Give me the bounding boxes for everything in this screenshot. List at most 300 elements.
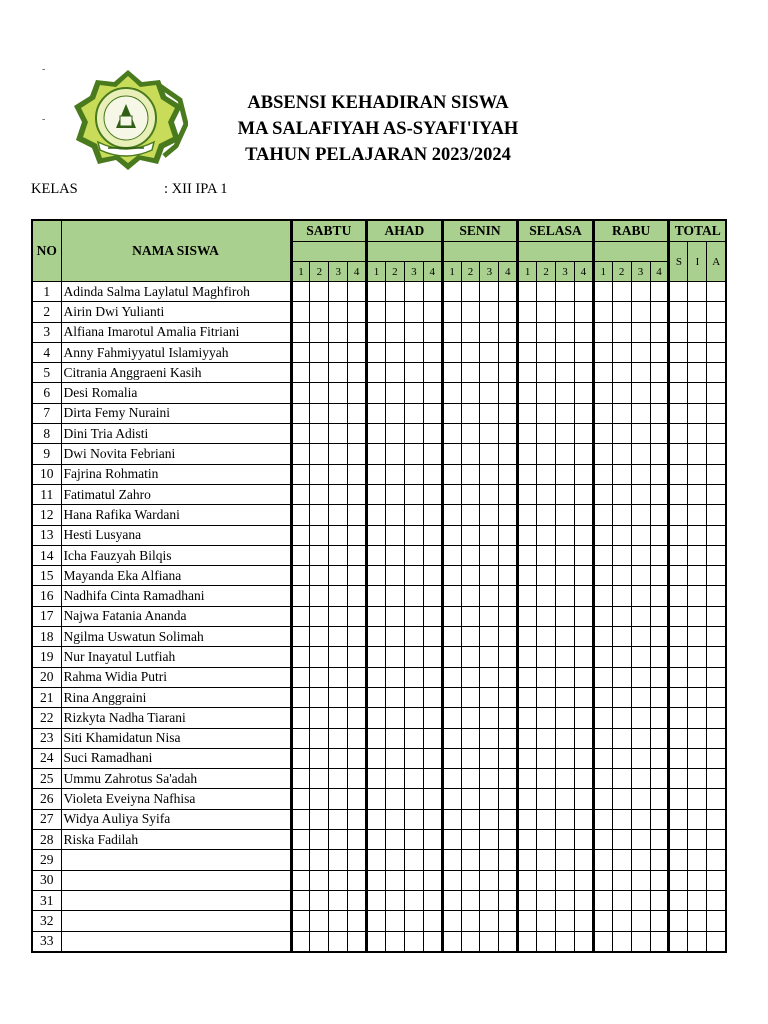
attendance-cell[interactable] [348,302,367,322]
attendance-cell[interactable] [442,911,461,931]
total-cell[interactable] [707,282,726,302]
attendance-cell[interactable] [291,606,310,626]
attendance-cell[interactable] [329,769,348,789]
attendance-cell[interactable] [348,403,367,423]
total-cell[interactable] [669,911,688,931]
attendance-cell[interactable] [574,342,593,362]
attendance-cell[interactable] [518,667,537,687]
attendance-cell[interactable] [423,809,442,829]
attendance-cell[interactable] [499,424,518,444]
attendance-cell[interactable] [650,870,669,890]
attendance-cell[interactable] [650,830,669,850]
attendance-cell[interactable] [348,687,367,707]
attendance-cell[interactable] [367,363,386,383]
attendance-cell[interactable] [499,890,518,910]
attendance-cell[interactable] [537,322,556,342]
attendance-cell[interactable] [480,789,499,809]
attendance-cell[interactable] [574,890,593,910]
attendance-cell[interactable] [537,748,556,768]
total-cell[interactable] [669,789,688,809]
total-cell[interactable] [688,931,707,952]
attendance-cell[interactable] [499,282,518,302]
attendance-cell[interactable] [593,363,612,383]
attendance-cell[interactable] [385,870,404,890]
attendance-cell[interactable] [348,870,367,890]
total-cell[interactable] [707,789,726,809]
total-cell[interactable] [669,282,688,302]
attendance-cell[interactable] [631,545,650,565]
attendance-cell[interactable] [329,586,348,606]
attendance-cell[interactable] [423,363,442,383]
attendance-cell[interactable] [480,890,499,910]
attendance-cell[interactable] [631,931,650,952]
attendance-cell[interactable] [537,911,556,931]
attendance-cell[interactable] [385,363,404,383]
attendance-cell[interactable] [480,850,499,870]
attendance-cell[interactable] [499,342,518,362]
attendance-cell[interactable] [631,647,650,667]
attendance-cell[interactable] [367,687,386,707]
attendance-cell[interactable] [442,748,461,768]
attendance-cell[interactable] [367,769,386,789]
attendance-cell[interactable] [461,627,480,647]
attendance-cell[interactable] [329,363,348,383]
attendance-cell[interactable] [556,606,575,626]
attendance-cell[interactable] [650,606,669,626]
attendance-cell[interactable] [461,363,480,383]
attendance-cell[interactable] [367,627,386,647]
attendance-cell[interactable] [367,748,386,768]
total-cell[interactable] [688,586,707,606]
attendance-cell[interactable] [442,627,461,647]
attendance-cell[interactable] [537,444,556,464]
total-cell[interactable] [707,870,726,890]
attendance-cell[interactable] [556,444,575,464]
attendance-cell[interactable] [631,708,650,728]
attendance-cell[interactable] [423,627,442,647]
attendance-cell[interactable] [593,667,612,687]
total-cell[interactable] [688,464,707,484]
total-cell[interactable] [669,424,688,444]
attendance-cell[interactable] [574,728,593,748]
attendance-cell[interactable] [291,322,310,342]
attendance-cell[interactable] [593,302,612,322]
attendance-cell[interactable] [442,647,461,667]
attendance-cell[interactable] [518,282,537,302]
attendance-cell[interactable] [423,545,442,565]
attendance-cell[interactable] [556,911,575,931]
total-cell[interactable] [669,302,688,322]
attendance-cell[interactable] [631,342,650,362]
attendance-cell[interactable] [329,322,348,342]
attendance-cell[interactable] [461,545,480,565]
attendance-cell[interactable] [537,809,556,829]
attendance-cell[interactable] [291,403,310,423]
attendance-cell[interactable] [650,363,669,383]
attendance-cell[interactable] [612,870,631,890]
attendance-cell[interactable] [631,769,650,789]
attendance-cell[interactable] [650,566,669,586]
total-cell[interactable] [707,931,726,952]
total-cell[interactable] [707,728,726,748]
attendance-cell[interactable] [650,890,669,910]
attendance-cell[interactable] [329,728,348,748]
attendance-cell[interactable] [612,687,631,707]
attendance-cell[interactable] [650,789,669,809]
attendance-cell[interactable] [480,911,499,931]
attendance-cell[interactable] [537,586,556,606]
attendance-cell[interactable] [537,282,556,302]
attendance-cell[interactable] [291,444,310,464]
attendance-cell[interactable] [574,830,593,850]
attendance-cell[interactable] [442,667,461,687]
attendance-cell[interactable] [404,545,423,565]
attendance-cell[interactable] [499,870,518,890]
attendance-cell[interactable] [593,322,612,342]
attendance-cell[interactable] [556,566,575,586]
attendance-cell[interactable] [404,444,423,464]
attendance-cell[interactable] [480,830,499,850]
attendance-cell[interactable] [291,363,310,383]
attendance-cell[interactable] [461,890,480,910]
attendance-cell[interactable] [631,424,650,444]
attendance-cell[interactable] [423,708,442,728]
attendance-cell[interactable] [442,424,461,444]
attendance-cell[interactable] [367,525,386,545]
attendance-cell[interactable] [612,647,631,667]
attendance-cell[interactable] [612,911,631,931]
attendance-cell[interactable] [348,566,367,586]
attendance-cell[interactable] [348,586,367,606]
total-cell[interactable] [669,830,688,850]
attendance-cell[interactable] [612,525,631,545]
attendance-cell[interactable] [442,383,461,403]
attendance-cell[interactable] [367,830,386,850]
attendance-cell[interactable] [329,403,348,423]
attendance-cell[interactable] [593,809,612,829]
attendance-cell[interactable] [442,566,461,586]
total-cell[interactable] [688,444,707,464]
attendance-cell[interactable] [537,302,556,322]
attendance-cell[interactable] [461,566,480,586]
attendance-cell[interactable] [442,342,461,362]
attendance-cell[interactable] [310,728,329,748]
attendance-cell[interactable] [574,464,593,484]
attendance-cell[interactable] [423,890,442,910]
attendance-cell[interactable] [518,464,537,484]
attendance-cell[interactable] [650,586,669,606]
attendance-cell[interactable] [367,444,386,464]
total-cell[interactable] [707,627,726,647]
attendance-cell[interactable] [574,403,593,423]
attendance-cell[interactable] [650,687,669,707]
attendance-cell[interactable] [499,911,518,931]
attendance-cell[interactable] [537,464,556,484]
attendance-cell[interactable] [556,322,575,342]
attendance-cell[interactable] [329,870,348,890]
total-cell[interactable] [688,769,707,789]
attendance-cell[interactable] [423,769,442,789]
attendance-cell[interactable] [650,931,669,952]
attendance-cell[interactable] [480,809,499,829]
attendance-cell[interactable] [348,627,367,647]
attendance-cell[interactable] [556,363,575,383]
attendance-cell[interactable] [442,789,461,809]
attendance-cell[interactable] [404,363,423,383]
attendance-cell[interactable] [404,282,423,302]
attendance-cell[interactable] [404,687,423,707]
attendance-cell[interactable] [480,627,499,647]
total-cell[interactable] [669,606,688,626]
attendance-cell[interactable] [461,282,480,302]
attendance-cell[interactable] [404,322,423,342]
attendance-cell[interactable] [310,789,329,809]
total-cell[interactable] [707,464,726,484]
attendance-cell[interactable] [461,830,480,850]
attendance-cell[interactable] [310,627,329,647]
attendance-cell[interactable] [650,809,669,829]
total-cell[interactable] [688,383,707,403]
attendance-cell[interactable] [574,789,593,809]
attendance-cell[interactable] [310,403,329,423]
attendance-cell[interactable] [423,870,442,890]
total-cell[interactable] [707,809,726,829]
attendance-cell[interactable] [291,748,310,768]
attendance-cell[interactable] [461,302,480,322]
attendance-cell[interactable] [367,586,386,606]
attendance-cell[interactable] [461,383,480,403]
attendance-cell[interactable] [537,830,556,850]
attendance-cell[interactable] [612,505,631,525]
attendance-cell[interactable] [518,363,537,383]
attendance-cell[interactable] [329,890,348,910]
attendance-cell[interactable] [385,586,404,606]
attendance-cell[interactable] [423,687,442,707]
attendance-cell[interactable] [291,525,310,545]
total-cell[interactable] [707,545,726,565]
attendance-cell[interactable] [404,870,423,890]
attendance-cell[interactable] [385,525,404,545]
attendance-cell[interactable] [499,586,518,606]
attendance-cell[interactable] [385,282,404,302]
attendance-cell[interactable] [650,911,669,931]
attendance-cell[interactable] [650,850,669,870]
attendance-cell[interactable] [499,302,518,322]
attendance-cell[interactable] [385,484,404,504]
attendance-cell[interactable] [537,931,556,952]
attendance-cell[interactable] [480,586,499,606]
attendance-cell[interactable] [593,342,612,362]
attendance-cell[interactable] [461,728,480,748]
attendance-cell[interactable] [593,627,612,647]
attendance-cell[interactable] [499,931,518,952]
attendance-cell[interactable] [518,444,537,464]
attendance-cell[interactable] [650,282,669,302]
total-cell[interactable] [688,363,707,383]
attendance-cell[interactable] [593,830,612,850]
attendance-cell[interactable] [291,647,310,667]
attendance-cell[interactable] [574,647,593,667]
attendance-cell[interactable] [480,769,499,789]
attendance-cell[interactable] [574,525,593,545]
attendance-cell[interactable] [518,424,537,444]
attendance-cell[interactable] [385,667,404,687]
attendance-cell[interactable] [518,342,537,362]
attendance-cell[interactable] [518,687,537,707]
attendance-cell[interactable] [367,282,386,302]
attendance-cell[interactable] [461,911,480,931]
total-cell[interactable] [707,911,726,931]
attendance-cell[interactable] [329,505,348,525]
attendance-cell[interactable] [518,748,537,768]
attendance-cell[interactable] [461,789,480,809]
attendance-cell[interactable] [574,505,593,525]
attendance-cell[interactable] [556,809,575,829]
attendance-cell[interactable] [291,484,310,504]
attendance-cell[interactable] [537,383,556,403]
attendance-cell[interactable] [631,282,650,302]
attendance-cell[interactable] [348,728,367,748]
attendance-cell[interactable] [291,424,310,444]
attendance-cell[interactable] [385,322,404,342]
attendance-cell[interactable] [650,748,669,768]
total-cell[interactable] [669,687,688,707]
attendance-cell[interactable] [329,748,348,768]
attendance-cell[interactable] [367,424,386,444]
total-cell[interactable] [707,444,726,464]
attendance-cell[interactable] [404,566,423,586]
attendance-cell[interactable] [423,484,442,504]
attendance-cell[interactable] [442,444,461,464]
attendance-cell[interactable] [612,809,631,829]
attendance-cell[interactable] [480,525,499,545]
attendance-cell[interactable] [442,830,461,850]
attendance-cell[interactable] [650,667,669,687]
total-cell[interactable] [707,850,726,870]
attendance-cell[interactable] [499,464,518,484]
attendance-cell[interactable] [556,850,575,870]
attendance-cell[interactable] [385,505,404,525]
attendance-cell[interactable] [537,647,556,667]
attendance-cell[interactable] [329,545,348,565]
attendance-cell[interactable] [480,424,499,444]
attendance-cell[interactable] [537,687,556,707]
attendance-cell[interactable] [423,606,442,626]
attendance-cell[interactable] [461,403,480,423]
attendance-cell[interactable] [650,525,669,545]
attendance-cell[interactable] [574,545,593,565]
attendance-cell[interactable] [329,566,348,586]
attendance-cell[interactable] [593,911,612,931]
attendance-cell[interactable] [385,789,404,809]
attendance-cell[interactable] [518,789,537,809]
attendance-cell[interactable] [556,769,575,789]
attendance-cell[interactable] [310,322,329,342]
attendance-cell[interactable] [423,282,442,302]
attendance-cell[interactable] [291,505,310,525]
attendance-cell[interactable] [631,586,650,606]
attendance-cell[interactable] [404,890,423,910]
total-cell[interactable] [688,708,707,728]
attendance-cell[interactable] [537,708,556,728]
attendance-cell[interactable] [650,647,669,667]
attendance-cell[interactable] [385,769,404,789]
attendance-cell[interactable] [631,809,650,829]
attendance-cell[interactable] [480,363,499,383]
attendance-cell[interactable] [367,809,386,829]
attendance-cell[interactable] [593,890,612,910]
attendance-cell[interactable] [291,911,310,931]
attendance-cell[interactable] [367,931,386,952]
total-cell[interactable] [669,870,688,890]
attendance-cell[interactable] [593,525,612,545]
attendance-cell[interactable] [480,545,499,565]
attendance-cell[interactable] [612,282,631,302]
attendance-cell[interactable] [518,566,537,586]
attendance-cell[interactable] [404,464,423,484]
attendance-cell[interactable] [310,282,329,302]
attendance-cell[interactable] [385,342,404,362]
attendance-cell[interactable] [461,931,480,952]
attendance-cell[interactable] [348,363,367,383]
attendance-cell[interactable] [612,708,631,728]
attendance-cell[interactable] [480,322,499,342]
total-cell[interactable] [669,708,688,728]
attendance-cell[interactable] [499,525,518,545]
attendance-cell[interactable] [423,505,442,525]
attendance-cell[interactable] [423,403,442,423]
attendance-cell[interactable] [593,282,612,302]
attendance-cell[interactable] [518,870,537,890]
attendance-cell[interactable] [574,383,593,403]
attendance-cell[interactable] [631,667,650,687]
attendance-cell[interactable] [423,586,442,606]
attendance-cell[interactable] [310,545,329,565]
attendance-cell[interactable] [291,566,310,586]
attendance-cell[interactable] [631,464,650,484]
attendance-cell[interactable] [650,424,669,444]
attendance-cell[interactable] [480,667,499,687]
total-cell[interactable] [688,789,707,809]
attendance-cell[interactable] [537,890,556,910]
total-cell[interactable] [688,667,707,687]
attendance-cell[interactable] [574,302,593,322]
total-cell[interactable] [688,830,707,850]
total-cell[interactable] [688,403,707,423]
total-cell[interactable] [688,484,707,504]
attendance-cell[interactable] [348,850,367,870]
attendance-cell[interactable] [556,789,575,809]
attendance-cell[interactable] [556,424,575,444]
attendance-cell[interactable] [556,708,575,728]
attendance-cell[interactable] [442,505,461,525]
attendance-cell[interactable] [310,911,329,931]
total-cell[interactable] [707,525,726,545]
attendance-cell[interactable] [537,566,556,586]
attendance-cell[interactable] [612,342,631,362]
attendance-cell[interactable] [310,606,329,626]
attendance-cell[interactable] [631,566,650,586]
attendance-cell[interactable] [461,850,480,870]
attendance-cell[interactable] [574,627,593,647]
attendance-cell[interactable] [631,484,650,504]
attendance-cell[interactable] [310,444,329,464]
attendance-cell[interactable] [442,850,461,870]
attendance-cell[interactable] [499,728,518,748]
attendance-cell[interactable] [329,606,348,626]
attendance-cell[interactable] [612,850,631,870]
attendance-cell[interactable] [556,647,575,667]
